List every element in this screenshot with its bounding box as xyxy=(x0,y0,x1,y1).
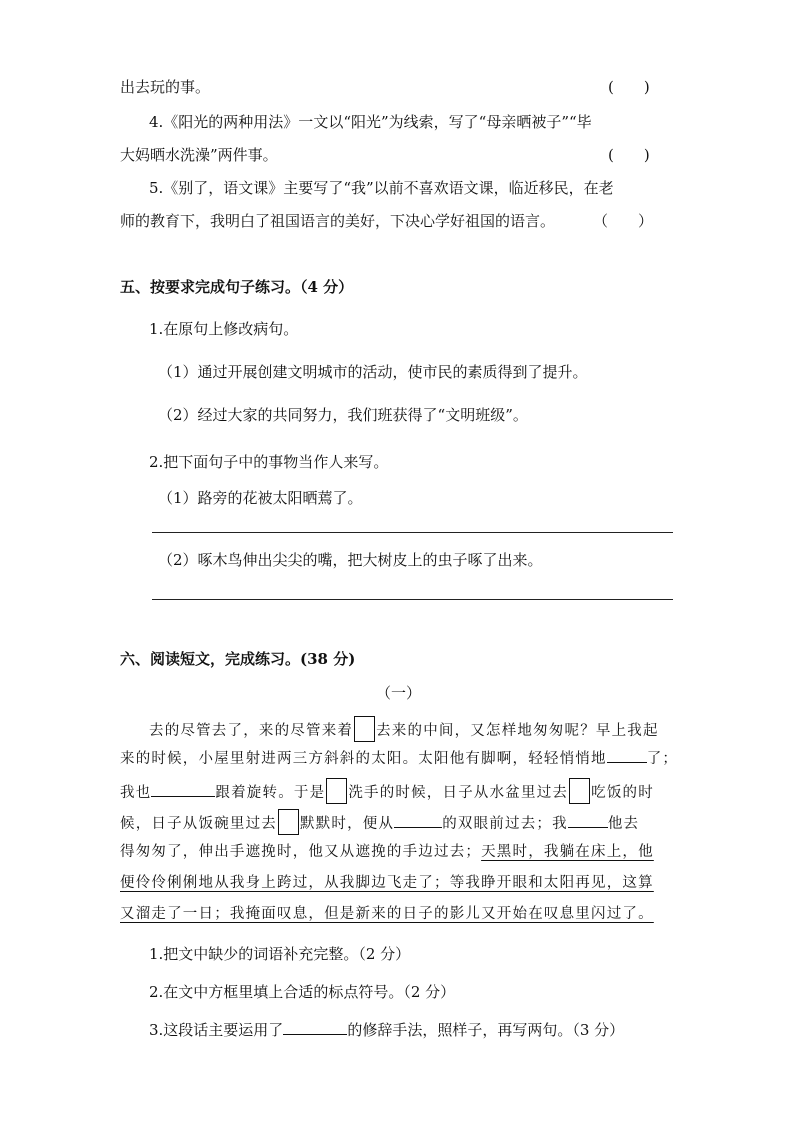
item3-tail: 出去玩的事。 xyxy=(120,78,211,96)
punctuation-box-3[interactable] xyxy=(569,778,590,804)
fill-blank-rhetoric[interactable] xyxy=(283,1020,347,1035)
item4-line1: 4.《阳光的两种用法》一文以“阳光”为线索，写了“母亲晒被子”“毕 xyxy=(149,113,592,131)
answer-line-1[interactable] xyxy=(152,532,673,533)
item5-line2: 师的教育下，我明白了祖国语言的美好，下决心学好祖国的语言。 xyxy=(120,212,556,230)
section6-q1: 1.把文中缺少的词语补充完整。（2 分） xyxy=(149,945,411,963)
section5-q2-1: （1）路旁的花被太阳晒蔫了。 xyxy=(158,489,363,507)
section5-q1-1: （1）通过开展创建文明城市的活动，使市民的素质得到了提升。 xyxy=(158,363,588,381)
underlined-sentence-start: 天黑时，我躺在床上，他 xyxy=(481,844,654,860)
answer-line-2[interactable] xyxy=(152,599,673,600)
punctuation-box-4[interactable] xyxy=(278,809,299,835)
passage-line-1: 去的尽管去了，来的尽管来着 去来的中间，又怎样地匆匆呢？早上我起 xyxy=(120,716,680,742)
passage-number: （一） xyxy=(376,684,422,702)
section5-q1-2: （2）经过大家的共同努力，我们班获得了“文明班级”。 xyxy=(158,406,528,424)
fill-blank-2[interactable] xyxy=(151,782,215,797)
section5-heading: 五、按要求完成句子练习。（4 分） xyxy=(120,278,354,296)
fill-blank-4[interactable] xyxy=(568,813,608,828)
answer-paren-3[interactable]: ( ) xyxy=(608,78,650,96)
answer-paren-5[interactable]: （ ） xyxy=(593,212,654,230)
section5-q2-2: （2）啄木鸟伸出尖尖的嘴，把大树皮上的虫子啄了出来。 xyxy=(158,551,543,569)
passage-line-5: 得匆匆了，伸出手遮挽时，他又从遮挽的手边过去；天黑时，我躺在床上，他 xyxy=(120,844,654,860)
section6-q3: 3.这段话主要运用了 的修辞手法，照样子，再写两句。（3 分） xyxy=(149,1021,625,1039)
item5-line1: 5.《别了，语文课》主要写了“我”以前不喜欢语文课，临近移民，在老 xyxy=(149,179,614,197)
punctuation-box-2[interactable] xyxy=(326,778,347,804)
section5-q1: 1.在原句上修改病句。 xyxy=(149,320,299,338)
fill-blank-1[interactable] xyxy=(607,748,647,763)
passage-line-3: 我也 跟着旋转。于是 洗手的时候，日子从水盆里过去 吃饭的时 xyxy=(120,778,680,804)
passage-line-7: 又溜走了一日；我掩面叹息，但是新来的日子的影儿又开始在叹息里闪过了。 xyxy=(120,906,654,922)
section5-q2: 2.把下面句子中的事物当作人来写。 xyxy=(149,453,389,471)
item4-line2: 大妈晒水洗澡”两件事。 xyxy=(120,146,278,164)
passage-line-4: 候，日子从饭碗里过去 默默时，便从 的双眼前过去；我 他去 xyxy=(120,809,680,835)
passage-line-2: 来的时候，小屋里射进两三方斜斜的太阳。太阳他有脚啊，轻轻悄悄地 了； xyxy=(120,747,680,768)
section6-heading: 六、阅读短文，完成练习。(38 分) xyxy=(120,650,356,668)
fill-blank-3[interactable] xyxy=(394,813,442,828)
section6-q2: 2.在文中方框里填上合适的标点符号。（2 分） xyxy=(149,983,456,1001)
answer-paren-4[interactable]: ( ) xyxy=(608,146,650,164)
punctuation-box-1[interactable] xyxy=(354,716,375,742)
passage-line-6: 便伶伶俐俐地从我身上跨过，从我脚边飞走了；等我睁开眼和太阳再见，这算 xyxy=(120,875,654,891)
